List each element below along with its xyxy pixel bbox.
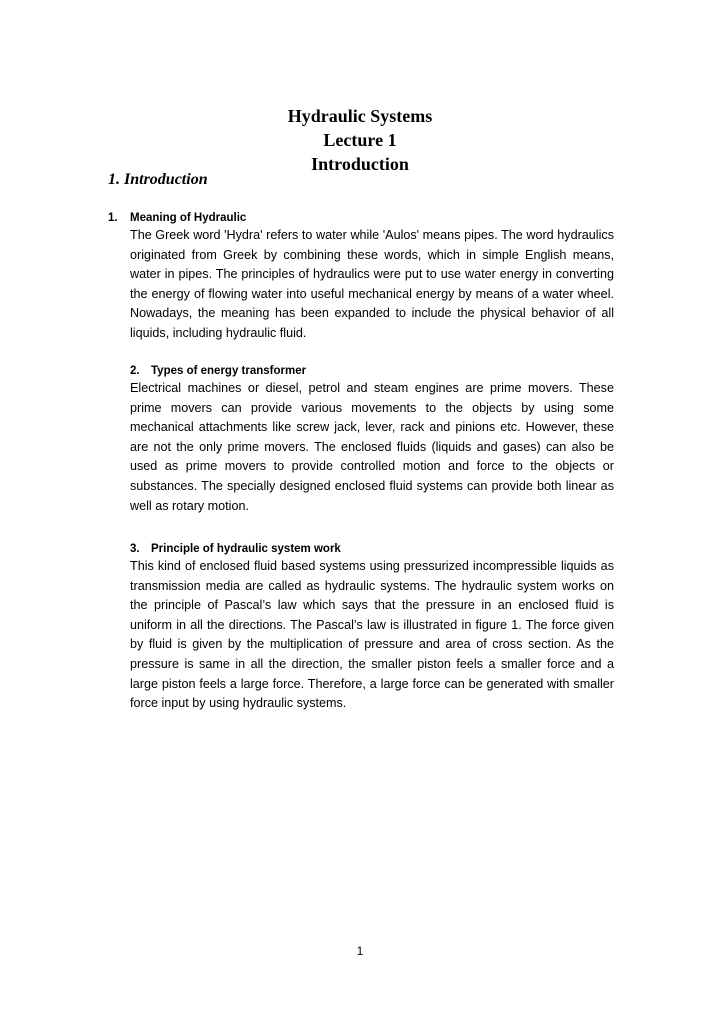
item-heading-text: Meaning of Hydraulic xyxy=(130,212,247,224)
page-number: 1 xyxy=(356,944,364,958)
item-number: 3. xyxy=(130,543,140,555)
item-heading xyxy=(108,363,614,379)
item-body: This kind of enclosed fluid based systems using pressurized incompressible liquids as transmission media are called as hydraulic systems. The hydraulic system works on the principle of Pascal’s law which says that the pressure in an enclosed fluid is uniform in all the directions. The Pascal’s law is illustrated in figure 1. The force given by fluid is given by the multiplication of pressure and area of cross section. As the pressure is same in all the direction, the smaller piston feels a smaller force and a large piston feels a large force. Therefore, a large force can be generated with smaller force input by using hydraulic systems. xyxy=(130,559,614,711)
title-block xyxy=(0,104,720,176)
lecture-label: Lecture 1 xyxy=(323,130,397,150)
document-subtitle: Introduction xyxy=(311,154,409,174)
item-heading-text: Principle of hydraulic system work xyxy=(151,543,341,555)
section-types-of-energy-transformer xyxy=(108,363,614,516)
item-heading-text: Types of energy transformer xyxy=(151,365,307,377)
section-heading: 1. Introduction xyxy=(108,171,208,188)
item-body: The Greek word 'Hydra' refers to water while 'Aulos' means pipes. The word hydraulics originated from Greek by combining these words, which in simple English means, water in pipes. The principles of hydraulics were put to use water energy in converting the energy of flowing water into useful mechanical energy by means of a water wheel. Nowadays, the meaning has been expanded to include the physical behavior of all liquids, including hydraulic fluid. xyxy=(130,228,614,340)
section-meaning-of-hydraulic xyxy=(108,210,614,344)
item-heading xyxy=(108,210,614,226)
item-heading xyxy=(108,541,614,557)
document-title: Hydraulic Systems xyxy=(287,106,433,126)
item-body: Electrical machines or diesel, petrol and steam engines are prime movers. These prime movers can provide various movements to the objects by using some mechanical attachments like screw jack, lever, rack and pinions etc. However, these are not the only prime movers. The enclosed fluids (liquids and gases) can also be used as prime movers to provide controlled motion and force to the objects or substances. The specially designed enclosed fluid systems can provide both linear as well as rotary motion. xyxy=(130,381,614,513)
item-number: 2. xyxy=(130,365,140,377)
item-number: 1. xyxy=(108,212,118,224)
section-principle-of-hydraulic-system xyxy=(108,541,614,714)
